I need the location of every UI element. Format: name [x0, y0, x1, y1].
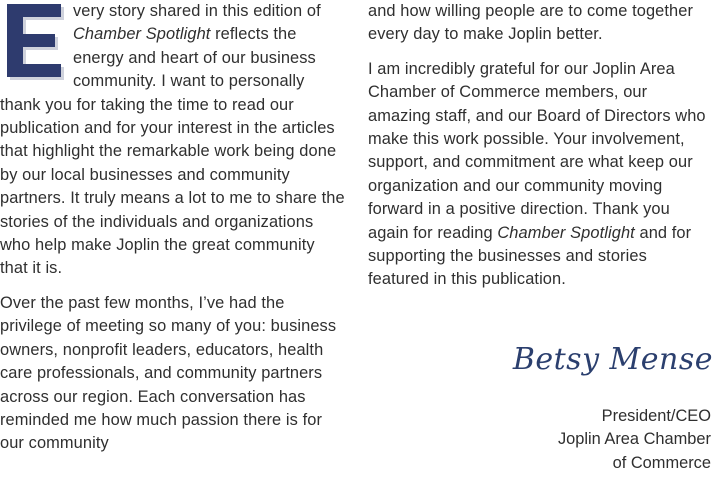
sign-off-title: President/CEO	[601, 407, 711, 425]
publication-title: Chamber Spotlight	[497, 223, 635, 242]
signature: Betsy Mense	[512, 342, 713, 377]
letter-left-column	[0, 0, 346, 456]
letter-paragraph-2: Over the past few months, I’ve had the privilege of meeting so many of you: business owners, nonprofit leaders, educators, health care professionals, and community partners across our region. Each conversation has reminded me how much passion there is for our community	[0, 293, 337, 453]
letter-right-column	[368, 0, 711, 292]
publication-title: Chamber Spotlight	[73, 25, 211, 44]
sign-off-block	[558, 405, 711, 475]
letter-paragraph-1	[0, 0, 346, 281]
sign-off-org: Joplin Area Chamber	[557, 430, 711, 449]
letter-paragraph-3: and how willing people are to come together every day to make Joplin better.	[368, 2, 694, 44]
letter-paragraph-4	[368, 58, 711, 292]
sign-off-org-2: of Commerce	[612, 453, 711, 472]
dropcap-letter	[7, 4, 64, 80]
paragraph-4-text-end: and for supporting the businesses and stories featured in this publication.	[368, 223, 692, 289]
paragraph-1-text-start: very story shared in this edition of	[73, 2, 321, 20]
paragraph-4-text-start: I am incredibly grateful for our Joplin Area Chamber of Commerce members, our amazing staff, and our Board of Directors who make this work possible. Your involvement, support, and commitment are what keep our organization and our community moving forward in a positive direction. Thank you again for reading	[368, 59, 706, 242]
paragraph-1-text-rest: reflects the energy and heart of our business community. I want to personally thank you for taking the time to read our publication and for your interest in the articles that highlight the remarkable work being done by our local businesses and community partners. It truly means a lot to me to share the stories of the individuals and organizations who help make Joplin the great community that it is.	[0, 25, 345, 278]
